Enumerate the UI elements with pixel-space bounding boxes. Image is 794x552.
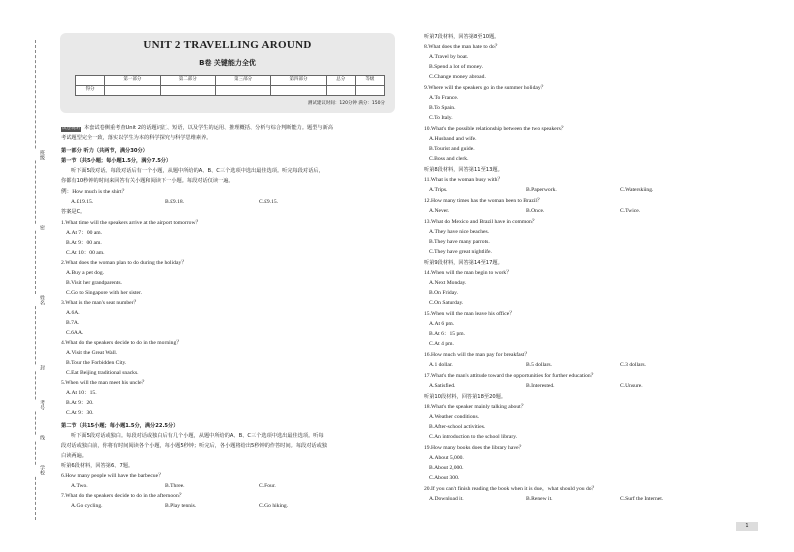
material-heading: 听第8段材料，回答第11至13题。 xyxy=(424,167,503,173)
score-input-cell[interactable] xyxy=(355,86,384,96)
intro-tag: 试卷说明 xyxy=(62,126,80,131)
option: B.At 9：20. xyxy=(66,400,94,406)
option: B.7A. xyxy=(66,320,80,326)
option: C.Change money abroad. xyxy=(429,74,486,80)
question: 13.What do Mexico and Brazil have in common？ xyxy=(424,219,538,225)
option: C.Four. xyxy=(259,483,276,489)
question: 16.How much will the man pay for breakfast？ xyxy=(424,352,530,358)
option: C.Boss and clerk. xyxy=(429,156,469,162)
option: A.At 7：00 am. xyxy=(66,230,103,236)
option: A.About 5,000. xyxy=(429,455,464,461)
question: 19.How many books does the library have？ xyxy=(424,445,525,451)
question: 9.Where will the speakers go in the summer holiday？ xyxy=(424,85,547,91)
option: C.An introduction to the school library. xyxy=(429,434,518,440)
option: B.Interested. xyxy=(526,383,555,389)
score-cell: 第二部分 xyxy=(160,76,215,86)
question: 7.What do the speakers decide to do in the afternoon？ xyxy=(61,493,185,499)
directions: 你都有10秒钟的时间来回答有关小题和阅读下一小题。每段对话仅读一遍。 xyxy=(61,178,234,184)
option: B.After-school activities. xyxy=(429,424,486,430)
directions: 段对话或独白前，你将有时间阅读各个小题，每小题5秒钟；听完后，各小题将给出5秒钟的作答时间。每段对话或独 xyxy=(61,443,327,449)
intro-line: 考试题型完全一致，落实以学生为本的科学探究与科学思维素养。 xyxy=(61,135,212,141)
option: A.Visit the Great Wall. xyxy=(66,350,118,356)
question: 5.When will the man meet his uncle？ xyxy=(61,380,148,386)
option: A.Husband and wife. xyxy=(429,136,477,142)
section-heading: 第二节（共15小题；每小题1.5分，满分22.5分） xyxy=(61,423,179,429)
option: A.Next Monday. xyxy=(429,280,467,286)
option: C.At 9：30. xyxy=(66,410,94,416)
option: C.Eat Beijing traditional snacks. xyxy=(66,370,139,376)
option: A.To France. xyxy=(429,95,459,101)
seal-char: 线 xyxy=(28,435,44,440)
option: B.Tourist and guide. xyxy=(429,146,475,152)
option: C.At 4 pm. xyxy=(429,341,454,347)
option: C.On Saturday. xyxy=(429,300,464,306)
score-cell: 得分 xyxy=(76,86,105,96)
option: C.Surf the Internet. xyxy=(620,496,664,502)
seal-char: 封 xyxy=(28,365,44,370)
score-cell xyxy=(76,76,105,86)
score-cell: 总分 xyxy=(326,76,355,86)
question: 10.What's the possible relationship between the two speakers？ xyxy=(424,126,567,132)
intro-line: 试卷说明 本套试卷侧重考查Unit 2的话题词汇、短语，以及学生的运用、推理概括、分析与综合判断能力。题型与新高 xyxy=(62,125,333,131)
directions: 听下面5段对话。每段对话后有一个小题，从题中所给的A、B、C三个选项中选出最佳选项。听完每段对话后， xyxy=(71,168,324,174)
material-heading: 听第7段材料，回答第8至10题。 xyxy=(424,34,500,40)
option: B.Tour the Forbidden City. xyxy=(66,360,127,366)
option: C.Twice. xyxy=(620,208,641,214)
material-heading: 听第10段材料，回答第18至20题。 xyxy=(424,394,507,400)
name-label: 姓名 xyxy=(28,295,44,305)
option: B.At 6：15 pm. xyxy=(429,331,466,337)
material-heading: 听第6段材料，回答第6、7题。 xyxy=(61,463,134,469)
option: A.Go cycling. xyxy=(71,503,103,509)
option: A.Never. xyxy=(429,208,450,214)
score-header-row xyxy=(76,76,385,86)
option: A.Two. xyxy=(71,483,88,489)
option: B.To Spain. xyxy=(429,105,456,111)
directions: 白读两遍。 xyxy=(61,453,87,459)
option: A.They have nice beaches. xyxy=(429,229,490,235)
score-cell: 等级 xyxy=(355,76,384,86)
option: C.6AA. xyxy=(66,330,84,336)
option: A.Weather conditions. xyxy=(429,414,480,420)
option: C.Go hiking. xyxy=(259,503,289,509)
school-label: 学校 xyxy=(28,465,44,475)
class-label: 班级 xyxy=(28,150,44,160)
option: A.Travel by boat. xyxy=(429,54,469,60)
option: A.1 dollar. xyxy=(429,362,453,368)
question: 3.What is the man's seat number？ xyxy=(61,300,140,306)
question: 8.What does the man hate to do？ xyxy=(424,44,501,50)
score-cell: 第三部分 xyxy=(215,76,270,86)
question: 11.What is the woman busy with？ xyxy=(424,177,504,183)
question: 6.How many people will have the barbecue？ xyxy=(61,473,164,479)
paper-subtitle: B卷 关键能力全优 xyxy=(199,59,256,67)
option: B.Play tennis. xyxy=(165,503,197,509)
option: B.Paperwork. xyxy=(526,187,557,193)
option: A.Trips. xyxy=(429,187,448,193)
option: B.About 2,000. xyxy=(429,465,464,471)
question: 17.What's the man's attitude toward the opportunities for further education？ xyxy=(424,373,597,379)
binding-strip xyxy=(28,40,44,520)
option: A.At 6 pm. xyxy=(429,321,455,327)
example-question: 例：How much is the shirt？ xyxy=(61,189,128,195)
option: B.At 9：00 am. xyxy=(66,240,102,246)
option: B.Renew it. xyxy=(526,496,553,502)
question: 1.What time will the speakers arrive at the airport tomorrow？ xyxy=(61,220,202,226)
score-value-row xyxy=(76,86,385,96)
option: C.Waterskiing. xyxy=(620,187,654,193)
option: C.3 dollars. xyxy=(620,362,646,368)
option: B.On Friday. xyxy=(429,290,459,296)
score-input-cell[interactable] xyxy=(160,86,215,96)
question: 14.When will the man begin to work？ xyxy=(424,270,512,276)
option: B.Once. xyxy=(526,208,545,214)
option: B.5 dollars. xyxy=(526,362,552,368)
score-input-cell[interactable] xyxy=(271,86,326,96)
option: B.Spend a lot of money. xyxy=(429,64,484,70)
score-input-cell[interactable] xyxy=(215,86,270,96)
question: 20.If you can't finish reading the book when it is due，what should you do？ xyxy=(424,486,598,492)
option: C.Unsure. xyxy=(620,383,643,389)
part-heading: 第一部分 听力（共两节，满分30分） xyxy=(61,148,148,154)
fold-line xyxy=(35,40,36,520)
question: 2.What does the woman plan to do during the holiday？ xyxy=(61,260,187,266)
score-input-cell[interactable] xyxy=(105,86,160,96)
score-cell: 第一部分 xyxy=(105,76,160,86)
score-cell: 第四部分 xyxy=(271,76,326,86)
exam-number-label: 考号 xyxy=(28,400,44,410)
score-table xyxy=(75,75,385,96)
option: B.Three. xyxy=(165,483,185,489)
example-answer: 答案是C。 xyxy=(61,209,86,215)
time-hint: 测试建议时间：120分钟 满分：150分 xyxy=(307,101,385,106)
seal-char: 密 xyxy=(28,225,44,230)
question: 15.When will the man leave his office？ xyxy=(424,311,515,317)
page-number: 1 xyxy=(736,522,758,531)
option: A.Download it. xyxy=(429,496,464,502)
question: 12.How many times has the woman been to Brazil？ xyxy=(424,198,543,204)
option: C.At 10：00 am. xyxy=(66,250,105,256)
option: C.£9.15. xyxy=(259,199,279,205)
unit-title: UNIT 2 TRAVELLING AROUND xyxy=(143,39,312,51)
question: 4.What do the speakers decide to do in the morning？ xyxy=(61,340,182,346)
option: A.6A. xyxy=(66,310,80,316)
option: A.£19.15. xyxy=(71,199,94,205)
option: A.At 10：15. xyxy=(66,390,97,396)
question: 18.What's the speaker mainly talking about？ xyxy=(424,404,527,410)
option: A.Satisfied. xyxy=(429,383,456,389)
option: B.They have many parrots. xyxy=(429,239,490,245)
option: B.£9.18. xyxy=(165,199,185,205)
option: C.To Italy. xyxy=(429,115,453,121)
option: B.Visit her grandparents. xyxy=(66,280,122,286)
option: C.They have great nightlife. xyxy=(429,249,492,255)
directions: 听下面5段对话或独白。每段对话或独白后有几个小题，从题中所给的A、B、C三个选项中选出最佳选项。听每 xyxy=(71,433,324,439)
section-heading: 第一节（共5小题；每小题1.5分，满分7.5分） xyxy=(61,158,172,164)
option: C.About 300. xyxy=(429,475,460,481)
option: C.Go to Singapore with her sister. xyxy=(66,290,142,296)
option: A.Buy a pet dog. xyxy=(66,270,105,276)
material-heading: 听第9段材料，回答第14至17题。 xyxy=(424,260,503,266)
score-input-cell[interactable] xyxy=(326,86,355,96)
